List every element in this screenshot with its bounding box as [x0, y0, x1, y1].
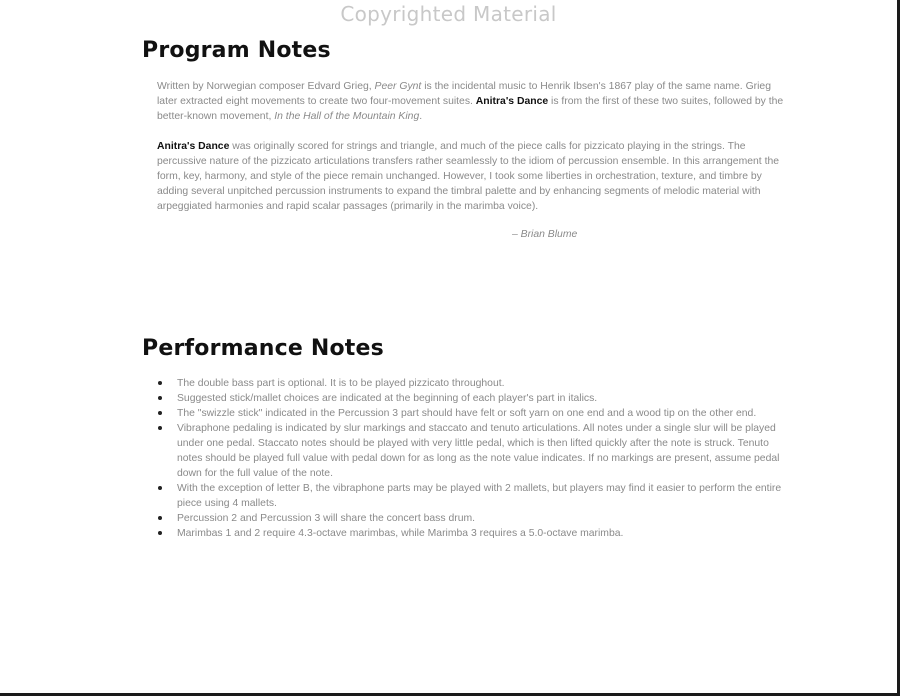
list-item: The double bass part is optional. It is to be played pizzicato throughout. [155, 376, 785, 391]
program-notes-paragraph-2: Anitra's Dance was originally scored for strings and triangle, and much of the piece calls for pizzicato playing in the strings. The percussive nature of the pizzicato articulations transfers rather seamlessly to the idiom of percussion ensemble. In this arrangement the form, key, harmony, and style of the piece remain unchanged. However, I took some liberties in orchestration, texture, and timbre by adding several unpitched percussion instruments to expand the timbral palette and by enhancing segments of melodic material with arpeggiated harmonies and rapid scalar passages (primarily in the marimba voice). [157, 141, 780, 212]
list-item: Vibraphone pedaling is indicated by slur markings and staccato and tenuto articulations. All notes under a single slur will be played under one pedal. Staccato notes should be played with very little pedal, which is then lifted quickly after the note is struck. Tenuto notes should be played full value with pedal down for as long as the note value indicates. If no markings are present, assume pedal down for the full value of the note. [155, 421, 785, 481]
list-item: Marimbas 1 and 2 require 4.3-octave marimbas, while Marimba 3 requires a 5.0-octave marimba. [155, 526, 785, 541]
bullet-icon [158, 516, 162, 520]
author-signature: – Brian Blume [512, 229, 578, 240]
program-notes-heading: Program Notes [142, 38, 331, 63]
bullet-icon [158, 531, 162, 535]
list-item: With the exception of letter B, the vibraphone parts may be played with 2 mallets, but players may find it easier to perform the entire piece using 4 mallets. [155, 481, 785, 511]
bullet-icon [158, 426, 162, 430]
bullet-icon [158, 486, 162, 490]
bullet-icon [158, 381, 162, 385]
performance-notes-list [155, 376, 785, 541]
program-notes-paragraph-1: Written by Norwegian composer Edvard Grieg, Peer Gynt is the incidental music to Henrik Ibsen's 1867 play of the same name. Grieg later extracted eight movements to create two four-movement suites. Anitra's Dance is from the first of these two suites, followed by the better-known movement, In the Hall of the Mountain King. [157, 81, 784, 122]
list-item: The "swizzle stick" indicated in the Percussion 3 part should have felt or soft yarn on one end and a wood tip on the other end. [155, 406, 785, 421]
bullet-icon [158, 396, 162, 400]
list-item: Suggested stick/mallet choices are indicated at the beginning of each player's part in italics. [155, 391, 785, 406]
copyright-watermark: Copyrighted Material [340, 2, 557, 26]
performance-notes-heading: Performance Notes [142, 336, 384, 361]
bullet-icon [158, 411, 162, 415]
list-item: Percussion 2 and Percussion 3 will share the concert bass drum. [155, 511, 785, 526]
